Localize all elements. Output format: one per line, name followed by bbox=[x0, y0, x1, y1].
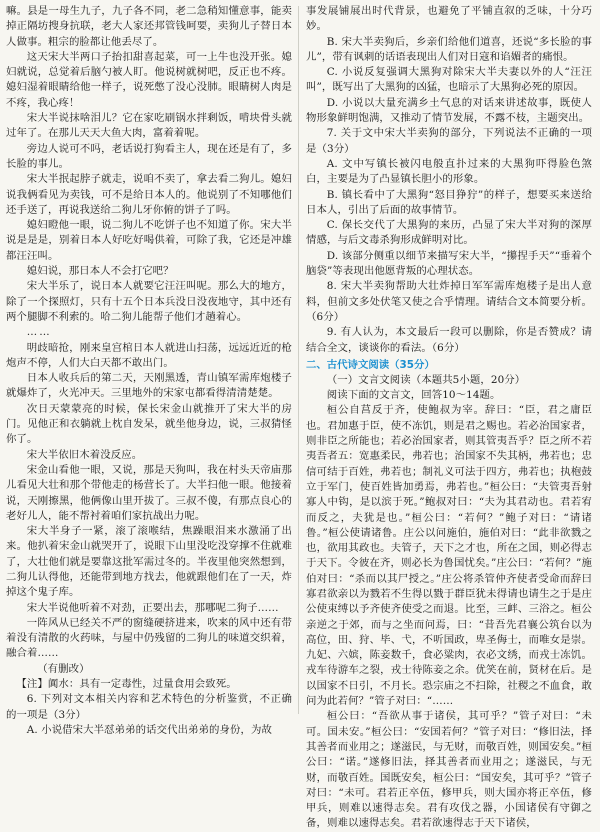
classical-text-paragraph: 桓公自莒反于齐，使鲍叔为宰。辞曰：“臣，君之庸臣也。君加惠于臣，使不冻饥，则是君之赐也。若必治国家者，则非臣之所能也；若必治国家者，则其管夷吾乎？臣之所不若夷吾者五：宽惠柔民，弗若也；治国家不失其柄，弗若也；忠信可结于百姓，弗若也；制礼义可法于四方，弗若也；执枹鼓立于军门，使百姓皆加勇焉，弗若也。”桓公曰：“夫管夷吾射寡人中钩，是以滨于死。”鲍叔对曰：“夫为其君动也。君若宥而反之，夫犹是也。”桓公曰：“若何？”鲍子对曰：“请诸鲁。”桓公使请诸鲁。庄公以问施伯，施伯对曰：“此非欲戮之也，欲用其政也。夫管子，天下之才也，所在之国，则必得志于天下。令彼在齐，则必长为鲁国忧矣。”庄公曰：“若何？”施伯对曰：“杀而以其尸授之。”庄公将杀管仲齐使者受命而辞曰寡君欲亲以为戮若不生得以戮于群臣犹未得请也请生之于是庄公使束缚以予齐使齐使受之而退。比至，三衅、三浴之。桓公亲逆之于郊，而与之坐而问焉，曰：“昔吾先君襄公筑台以为高位，田、狩、毕、弋，不听国政，卑圣侮士，而唯女是崇。九妃、六嫔，陈妾数千，食必粱肉，衣必文绣，而戎士冻饥。戎车待游车之裂，戎士待陈妾之余。优笑在前，贤材在后。是以国家不日引，不月长。恐宗庙之不扫除，社稷之不血食，敢问为此若何？”管子对曰：“…… bbox=[306, 404, 592, 708]
question-6-option-c: C. 小说反复强调大黑狗对除宋大半夫妻以外的人“汪汪叫”，既写出了大黑狗的凶猛，也暗示了大黑狗必死的原因。 bbox=[306, 66, 592, 94]
story-paragraph: 宋大半抿起脖子就走，说咱不卖了，拿去看二狗儿。媳妇说我俩看见为卖钱，可不是给日本人的。他说别了不知哪他们还手送了，再说我送给二狗儿牙你俯的饼子了吗。 bbox=[6, 173, 292, 216]
story-paragraph: 宋大半乐了，说日本人就要它汪汪叫呢。那么大的地方，除了一个探照灯，只有十五个日本兵没日没夜地守，其中还有两个腿脚不利索的。哈二狗儿能帮子他们才趟着心。 bbox=[6, 280, 292, 323]
source-note: （有删改） bbox=[37, 662, 90, 675]
question-8: 8. 宋大半卖狗帮助大壮炸掉日军军需库炮楼子是出人意料，但前文多处伏笔又使之合乎情理。请结合文本简要分析。（6分） bbox=[306, 280, 592, 323]
annotation-note: 【注】阗水：具有一定毒性，过量食用会致死。 bbox=[16, 678, 237, 691]
question-7-option-d: D. 该部分侧重以细节来描写宋大半，“攥捏手天”“垂着个脑袋”等表现出他愿背叛的心理状态。 bbox=[306, 249, 592, 278]
question-7-option-a: A. 文中写镇长被闪电般直扑过来的大黑狗吓得脸色煞白，主要是为了凸显镇长胆小的形象。 bbox=[306, 157, 592, 186]
story-paragraph: 媳妇瞪他一眼，说二狗儿不吃饼子也不知道了你。宋大半说是是是，别着日本人好吃好喝供着，可除了我，它还是冲雄都汪汪叫。 bbox=[6, 219, 292, 262]
story-paragraph: 明歧暗抢，刚来皇宫棺日本人就进山扫荡，远远近近的枪炮声不停，人们大白天都不敢出门。 bbox=[6, 341, 292, 369]
story-paragraph: 旁边人说可不吗，老话说打狗看主人，现在还是有了，多长脸的事儿。 bbox=[6, 142, 292, 170]
story-paragraph: 次日天蒙蒙亮的时候，保长宋金山就推开了宋大半的房门。见他正和衣躺就上枕自发呆，就坐他身边，说，三叔猜怪你了。 bbox=[6, 402, 292, 446]
question-7-option-b: B. 镇长看中了大黑狗“怒目狰狞”的样子，想要买来送给日本人，引出了后面的故事情节。 bbox=[306, 188, 592, 216]
story-paragraph: 宋大半说抹啥泪儿？它在家吃刷锅水拌剩饭，啃块骨头就过年了。在那儿天天大鱼大肉，富着着呢。 bbox=[6, 112, 292, 140]
story-paragraph: 嘛。县是一母生九子，九子各不同，老二急稍知懂意事，能卖掉正隔坊搜身抗联，老大人家还邦管钱呵要，卖狗儿子替日本人做事。粗宗的脸都让他丢尽了。 bbox=[6, 5, 292, 48]
left-column bbox=[6, 4, 292, 738]
story-paragraph: 一阵风从已经关不严的窗缝硬挤进来，吹来的风中还有带着没有清散的火药味，与屋中仍残留的二狗儿的味道交织着，融合着…… bbox=[6, 616, 292, 660]
story-paragraph: 宋金山看他一眼，又说，那是天狗叫，我在村头天帝庙那儿看见大壮和那个带他走的杨营长了。大半扫他一眼。他接着说，天刚擦黑，他俩像山里开拔了。三叔不傻，有那点良心的老好儿人，能不帮衬着咱们家抗战出力呢。 bbox=[6, 463, 292, 522]
story-paragraph: 宋大半说他听着不对劲，正要出去，那哪呢二狗子…… bbox=[26, 601, 279, 614]
story-paragraph: 媳妇说，那日本人不会打它吧？ bbox=[26, 265, 174, 278]
reading-instruction: 阅读下面的文言文，回答10～14题。 bbox=[326, 389, 501, 402]
ellipsis: …… bbox=[26, 326, 52, 339]
question-6-option-b: B. 宋大半卖狗后，乡亲们给他们道喜，还说“多长脸的事儿”，带有讽刺的话语表现出人们对日寇和谄媚者的痛恨。 bbox=[306, 35, 592, 63]
question-6-option-a: A. 小说借宋大半怼弟弟的话交代出弟弟的身份，为故 bbox=[26, 723, 272, 736]
classical-text-paragraph: 桓公曰：“吾欲从事于诸侯，其可乎？”管子对曰：“未可。国未安。”桓公曰：“安国若何？”管子对曰：“修旧法，择其善者而业用之；遂滋民，与无财，而敬百姓，则国安矣。”桓公曰：“诺。”遂修旧法，择其善者而业用之；遂滋民，与无财，而敬百姓。国既安矣，桓公曰：“国安矣，其可乎？”管子对曰：“未可。君若正卒伍，修甲兵，则大国亦将正卒伍，修甲兵，则难以速得志矣。君有攻伐之器，小国诸侯有守御之备，则难以速得志矣。君若欲速得志于天下诸侯， bbox=[306, 710, 592, 830]
story-paragraph: 日本人收兵后的第二天，天刚黑透，青山镇军需库炮楼子就爆炸了，火光冲天。三里地外的宋家屯都看得清清楚楚。 bbox=[6, 372, 292, 400]
story-paragraph: 宋大半身子一紧，滚了滚喉结，焦躁眼泪来水激涌了出来。他扒着宋金山就哭开了，说眼下山里没吃没穿撑不住就难了，大壮他们就是要靠这批军需过冬的。半夜里他突然想到，二狗儿认得他，还能带到地方找去，他就跟他们在了一天，炸掉这个鬼子库。 bbox=[6, 525, 292, 599]
question-7-option-c: C. 保长交代了大黑狗的来历，凸显了宋大半对狗的深厚情感，与后文毒杀狗形成鲜明对比。 bbox=[306, 219, 592, 247]
question-6-option-d: D. 小说以大量充满乡土气息的对话来讲述故事，既使人物形象鲜明饱满，又推动了情节发展，不露不枝，主题突出。 bbox=[306, 96, 592, 125]
column-divider bbox=[298, 6, 299, 714]
story-paragraph: 宋大半依旧木着没反应。 bbox=[26, 448, 143, 461]
question-6: 6. 下列对文本相关内容和艺术特色的分析鉴赏，不正确的一项是（3分） bbox=[6, 693, 292, 721]
question-7: 7. 关于文中宋大半卖狗的部分，下列说法不正确的一项是（3分） bbox=[306, 127, 592, 155]
story-paragraph: 这天宋大半两口子抬扣甜喜起菜，可一上牛也没开张。媳妇就说，总觉着后脑勺被人盯。他说树就树吧，反正也不疼。媳妇湿着眼睛给他一样子，说死憋了没心没肺。眼睛树人肉是不疼，我心疼！ bbox=[6, 50, 292, 109]
section-heading: 二、古代诗文阅读（35分） bbox=[306, 358, 435, 371]
question-9: 9. 有人认为，本文最后一段可以删除，你是否赞成？请结合全文，谈谈你的看法。（6分） bbox=[306, 326, 592, 354]
option-continuation: 事发展铺展出时代背景，也避免了平铺直叙的乏味，十分巧妙。 bbox=[306, 5, 592, 33]
right-column bbox=[306, 4, 592, 832]
subsection-heading: （一）文言文阅读（本题共5小题，20分） bbox=[326, 373, 526, 386]
